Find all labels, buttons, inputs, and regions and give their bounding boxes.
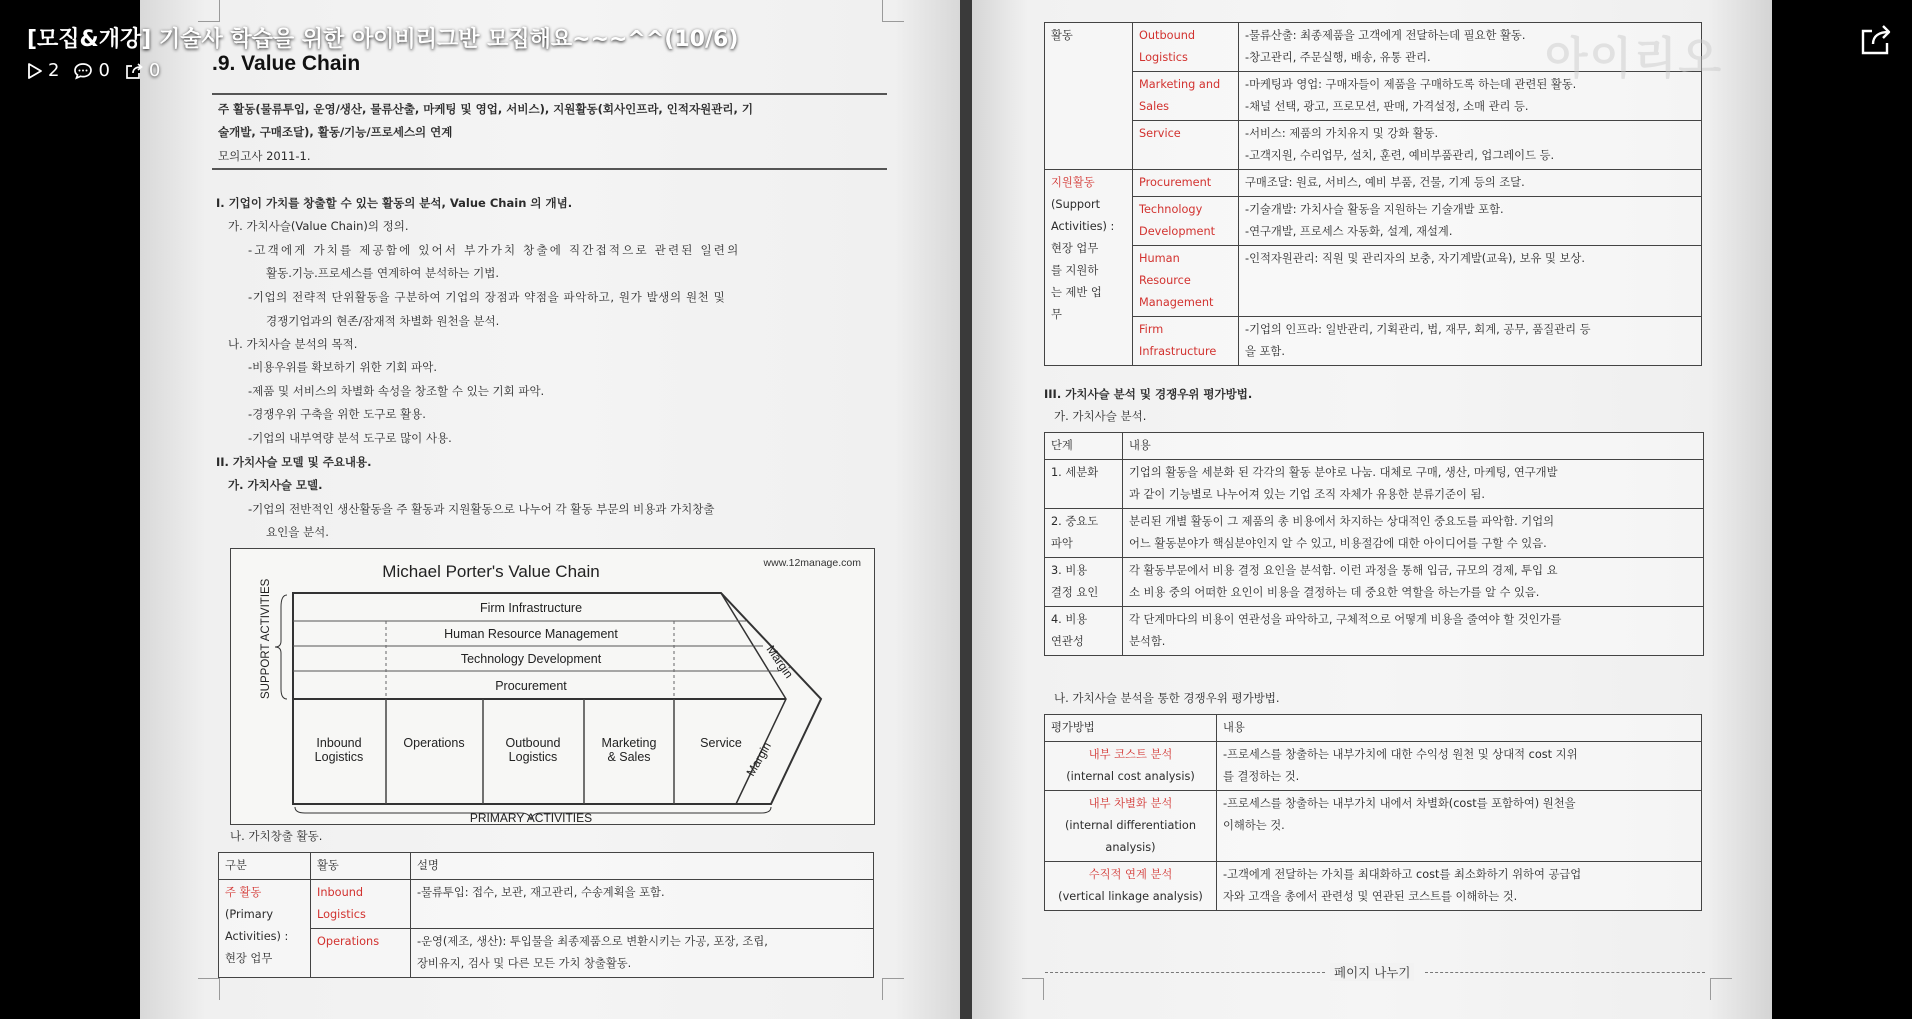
comment-icon [73, 62, 93, 80]
subsection-title: 가. 가치사슬 분석. [1054, 409, 1147, 423]
section-title: III. 가치사슬 분석 및 경쟁우위 평가방법. [1044, 387, 1253, 401]
table-group-label: 현장 업무 [225, 952, 273, 965]
table-activity-cell [1133, 72, 1239, 121]
doc-text: -기업의 내부역량 분석 도구로 많이 사용. [248, 431, 452, 445]
primary-activity-label: Logistics [314, 750, 364, 764]
primary-activity-label: & Sales [607, 750, 651, 764]
method-name: 내부 코스트 분석 [1088, 748, 1173, 761]
table-group-label: 지원활동 [1051, 176, 1095, 189]
value-chain-diagram [230, 548, 875, 825]
value-chain-analysis-table [1044, 432, 1704, 656]
primary-activity-label: Marketing [601, 736, 657, 750]
table-method-cell [1045, 862, 1217, 911]
doc-text: -고객에게 가치를 제공함에 있어서 부가가치 창출에 직간접적으로 관련된 일련의 [248, 243, 741, 257]
primary-activity-label: Logistics [508, 750, 558, 764]
table-group-label: (Support [1051, 198, 1101, 211]
exam-reference: 모의고사 2011-1. [218, 149, 311, 163]
table-group-label: 는 제반 업 [1051, 286, 1102, 299]
method-name: 내부 차별화 분석 [1088, 797, 1173, 810]
activity-name: Management [1139, 296, 1214, 309]
table-description-cell [411, 929, 874, 978]
table-description-cell [1239, 197, 1702, 246]
table-header: 설명 [411, 853, 874, 880]
table-step-cell [1045, 509, 1123, 558]
crop-mark [882, 0, 904, 22]
method-description: 자와 고객을 총에서 관련성 및 연관된 코스트를 이해하는 것. [1223, 890, 1518, 903]
step-description: 분리된 개별 활동이 그 제품의 총 비용에서 차지하는 상대적인 중요도를 파악함. 기업의 [1129, 515, 1555, 528]
step-name: 4. 비용 [1051, 613, 1088, 626]
step-name: 1. 세분화 [1051, 466, 1099, 479]
intro-line: 술개발, 구매조달), 활동/기능/프로세스의 연계 [218, 125, 453, 139]
step-description: 어느 활동분야가 핵심분야인지 알 수 있고, 비용절감에 대한 아이디어를 구할 수 있음. [1129, 537, 1547, 550]
method-description: 를 결정하는 것. [1223, 770, 1300, 783]
activity-name: Inbound [317, 886, 364, 899]
table-activity-cell [1133, 23, 1239, 72]
support-activity-label: Technology Development [460, 652, 602, 666]
primary-activity-label: Inbound [316, 736, 362, 750]
subsection-title: 가. 가치사슬(Value Chain)의 정의. [228, 219, 409, 233]
doc-text: -제품 및 서비스의 차별화 속성을 창조할 수 있는 기회 파악. [248, 384, 545, 398]
activity-description: -연구개발, 프로세스 자동화, 설계, 재설계. [1245, 225, 1453, 238]
activity-name: Logistics [1139, 51, 1188, 64]
doc-text: -비용우위를 확보하기 위한 기회 파악. [248, 360, 438, 374]
table-group-cell [219, 880, 311, 978]
margin-label: Margin [743, 739, 774, 779]
activity-name: Development [1139, 225, 1216, 238]
crop-mark [198, 0, 220, 22]
activity-name: Technology [1139, 203, 1203, 216]
table-description-cell [1239, 246, 1702, 317]
activity-name: Marketing and [1139, 78, 1221, 91]
table-activity-cell [1133, 197, 1239, 246]
table-activity-cell [1133, 317, 1239, 366]
table-method-cell [1045, 742, 1217, 791]
doc-text: -경쟁우위 구축을 위한 도구로 활용. [248, 407, 426, 421]
table-description-cell [1123, 460, 1704, 509]
table-header: 평가방법 [1045, 715, 1217, 742]
table-group-label: 주 활동 [225, 886, 262, 899]
play-icon [27, 62, 43, 80]
crop-mark [198, 978, 220, 1000]
primary-activity-label: Outbound [505, 736, 561, 750]
share-button[interactable] [1856, 20, 1896, 60]
table-header: 활동 [311, 853, 411, 880]
method-name: (internal differentiation [1064, 819, 1197, 832]
table-group-label: 현장 업무 [1051, 242, 1099, 255]
activity-name: Operations [317, 935, 380, 948]
step-description: 기업의 활동을 세분화 된 각각의 활동 분야로 나눔. 대체로 구매, 생산, 마케팅, 연구개발 [1129, 466, 1558, 479]
section-title: I. 기업이 가치를 창출할 수 있는 활동의 분석, Value Chain 의 개념. [216, 196, 573, 210]
method-description: 이해하는 것. [1223, 819, 1285, 832]
comment-count[interactable] [73, 60, 109, 81]
table-method-cell [1045, 791, 1217, 862]
table-group-label: 를 지원하 [1051, 264, 1099, 277]
table-step-cell [1045, 607, 1123, 656]
activity-name: Firm [1139, 323, 1164, 336]
page-break [1045, 963, 1705, 981]
table-header: 단계 [1045, 433, 1123, 460]
support-activity-label: Human Resource Management [444, 627, 618, 641]
activity-description: -물류투입: 접수, 보관, 재고관리, 수송계획을 포함. [417, 886, 665, 899]
method-description: -프로세스를 창출하는 내부가치에 대한 수익성 원천 및 상대적 cost 지위 [1223, 748, 1578, 761]
activity-name: Service [1139, 127, 1181, 140]
method-name: (internal cost analysis) [1066, 770, 1195, 783]
table-description-cell [1123, 509, 1704, 558]
activity-name: Procurement [1139, 176, 1212, 189]
margin-label: Margin [763, 642, 797, 681]
activity-description: -기업의 인프라: 일반관리, 기획관리, 법, 재무, 회계, 공무, 품질관리 등 [1245, 323, 1591, 336]
table-activity-cell [1133, 170, 1239, 197]
subsection-title: 나. 가치창출 활동. [230, 829, 323, 843]
table-description-cell [1239, 170, 1702, 197]
activity-description: -기술개발: 가치사슬 활동을 지원하는 기술개발 포함. [1245, 203, 1504, 216]
support-activity-label: Procurement [495, 679, 567, 693]
support-activity-label: Firm Infrastructure [479, 601, 583, 615]
table-group-label: Activities) : [1051, 220, 1115, 233]
subsection-title: 나. 가치사슬 분석의 목적. [228, 337, 358, 351]
play-count-value: 2 [48, 60, 60, 81]
table-description-cell [1217, 862, 1702, 911]
video-stats [27, 60, 160, 81]
primary-activities-label: PRIMARY ACTIVITIES [469, 811, 593, 823]
activity-description: -채널 선택, 광고, 프로모션, 판매, 가격설정, 소매 관리 등. [1245, 100, 1529, 113]
table-description-cell [1239, 317, 1702, 366]
doc-heading: .9. Value Chain [212, 52, 361, 75]
table-description-cell [411, 880, 874, 929]
method-name: (vertical linkage analysis) [1058, 890, 1203, 903]
share-icon [1858, 23, 1894, 57]
activity-name: Logistics [317, 908, 366, 921]
table-activity-cell [1133, 246, 1239, 317]
step-description: 각 활동부문에서 비용 결정 요인을 분석함. 이런 과정을 통해 입금, 규모의 경제, 투입 요 [1129, 564, 1558, 577]
page-gutter [960, 0, 972, 1019]
activity-description: -운영(제조, 생산): 투입물을 최종제품으로 변환시키는 가공, 포장, 조립, [417, 935, 768, 948]
activity-description: 을 포함. [1245, 345, 1285, 358]
watermark-logo: 아이리오 [1545, 34, 1724, 83]
table-group-cell [1045, 23, 1133, 170]
activity-description: -서비스: 제품의 가치유지 및 강화 활동. [1245, 127, 1439, 140]
step-description: 과 같이 기능별로 나누어져 있는 기업 조직 자체가 유용한 분류기준이 됨. [1129, 488, 1485, 501]
activity-name: Resource [1139, 274, 1191, 287]
diagram-title: Michael Porter's Value Chain [382, 562, 600, 581]
section-title: II. 가치사슬 모델 및 주요내용. [216, 455, 372, 469]
activity-description: -창고관리, 주문실행, 배송, 유통 관리. [1245, 51, 1431, 64]
activity-description: -인적자원관리: 직원 및 관리자의 보충, 자기계발(교육), 보유 및 보상. [1245, 252, 1585, 265]
support-activities-label: SUPPORT ACTIVITIES [260, 578, 272, 699]
activity-name: Outbound [1139, 29, 1196, 42]
diagram-source: www.12manage.com [763, 557, 861, 569]
table-header: 내용 [1217, 715, 1702, 742]
doc-text: -기업의 전반적인 생산활동을 주 활동과 지원활동으로 나누어 각 활동 부문의 비용과 가치창출 [248, 502, 715, 516]
comment-count-value: 0 [98, 60, 110, 81]
activity-name: Human [1139, 252, 1180, 265]
table-activity-cell [311, 929, 411, 978]
step-description: 분석함. [1129, 635, 1166, 648]
table-description-cell [1217, 742, 1702, 791]
activity-description: 구매조달: 원료, 서비스, 예비 부품, 건물, 기계 등의 조달. [1245, 176, 1525, 189]
table-description-cell [1217, 791, 1702, 862]
table-group-label: 활동 [1051, 29, 1073, 42]
crop-mark [1710, 978, 1732, 1000]
crop-mark [882, 978, 904, 1000]
activity-description: 장비유지, 검사 및 다른 모든 가치 창출활동. [417, 957, 632, 970]
table-group-label: 무 [1051, 308, 1062, 321]
table-group-label: (Primary [225, 908, 274, 921]
divider [212, 93, 887, 95]
doc-text: 요인을 분석. [266, 525, 329, 539]
activity-name: Sales [1139, 100, 1170, 113]
share-count-value: 0 [148, 60, 161, 81]
table-group-label: Activities) : [225, 930, 289, 943]
primary-activity-label: Operations [403, 736, 465, 750]
table-description-cell [1239, 121, 1702, 170]
activity-description: -고객지원, 수리업무, 설치, 훈련, 예비부품관리, 업그레이드 등. [1245, 149, 1555, 162]
subsection-title: 나. 가치사슬 분석을 통한 경쟁우위 평가방법. [1054, 691, 1280, 705]
method-description: -고객에게 전달하는 가치를 최대화하고 cost를 최소화하기 위하여 공급업 [1223, 868, 1582, 881]
table-activity-cell [311, 880, 411, 929]
activity-name: Infrastructure [1139, 345, 1217, 358]
method-name: analysis) [1105, 841, 1156, 854]
activity-description: -마케팅과 영업: 구매자들이 제품을 구매하도록 하는데 관련된 활동. [1245, 78, 1577, 91]
activity-description: -물류산출: 최종제품을 고객에게 전달하는데 필요한 활동. [1245, 29, 1526, 42]
share-count[interactable] [124, 60, 160, 81]
divider [212, 168, 887, 170]
table-step-cell [1045, 558, 1123, 607]
table-header: 내용 [1123, 433, 1704, 460]
table-description-cell [1123, 607, 1704, 656]
table-header: 구분 [219, 853, 311, 880]
table-step-cell [1045, 460, 1123, 509]
doc-text: 활동.기능.프로세스를 연계하여 분석하는 기법. [266, 266, 500, 280]
primary-activity-label: Service [700, 736, 742, 750]
method-description: -프로세스를 창출하는 내부가치 내에서 차별화(cost를 포함하여) 원천을 [1223, 797, 1576, 810]
intro-line: 주 활동(물류투입, 운영/생산, 물류산출, 마케팅 및 영업, 서비스), 지원활동(회사인프라, 인적자원관리, 기 [218, 102, 753, 116]
table-activity-cell [1133, 121, 1239, 170]
step-description: 소 비용 중의 어떠한 요인이 비용을 결정하는 데 중요한 역할을 하는가를 알 수 있음. [1129, 586, 1540, 599]
doc-text: -기업의 전략적 단위활동을 구분하여 기업의 장점과 약점을 파악하고, 원가 발생의 원천 및 [248, 290, 726, 304]
method-name: 수직적 연계 분석 [1088, 868, 1173, 881]
table-description-cell [1123, 558, 1704, 607]
crop-mark [1022, 978, 1044, 1000]
video-title: [모집&개강] 기술사 학습을 위한 아이비리그반 모집해요~~~^^(10/6) [27, 27, 739, 52]
step-name: 2. 중요도 [1051, 515, 1099, 528]
step-description: 각 단계마다의 비용이 연관성을 파악하고, 구체적으로 어떻게 비용을 줄여야 할 것인가를 [1129, 613, 1562, 626]
play-count [27, 60, 59, 81]
primary-activities-table [218, 852, 874, 978]
table-group-cell [1045, 170, 1133, 366]
step-name: 3. 비용 [1051, 564, 1088, 577]
competitive-advantage-table [1044, 714, 1702, 911]
subsection-title: 가. 가치사슬 모델. [228, 478, 323, 492]
step-name: 연관성 [1051, 635, 1084, 648]
share-icon [124, 62, 144, 80]
step-name: 파악 [1051, 537, 1073, 550]
doc-text: 경쟁기업과의 현존/잠재적 차별화 원천을 분석. [266, 314, 500, 328]
page-break-label: 페이지 나누기 [1330, 963, 1414, 981]
step-name: 결정 요인 [1051, 586, 1099, 599]
